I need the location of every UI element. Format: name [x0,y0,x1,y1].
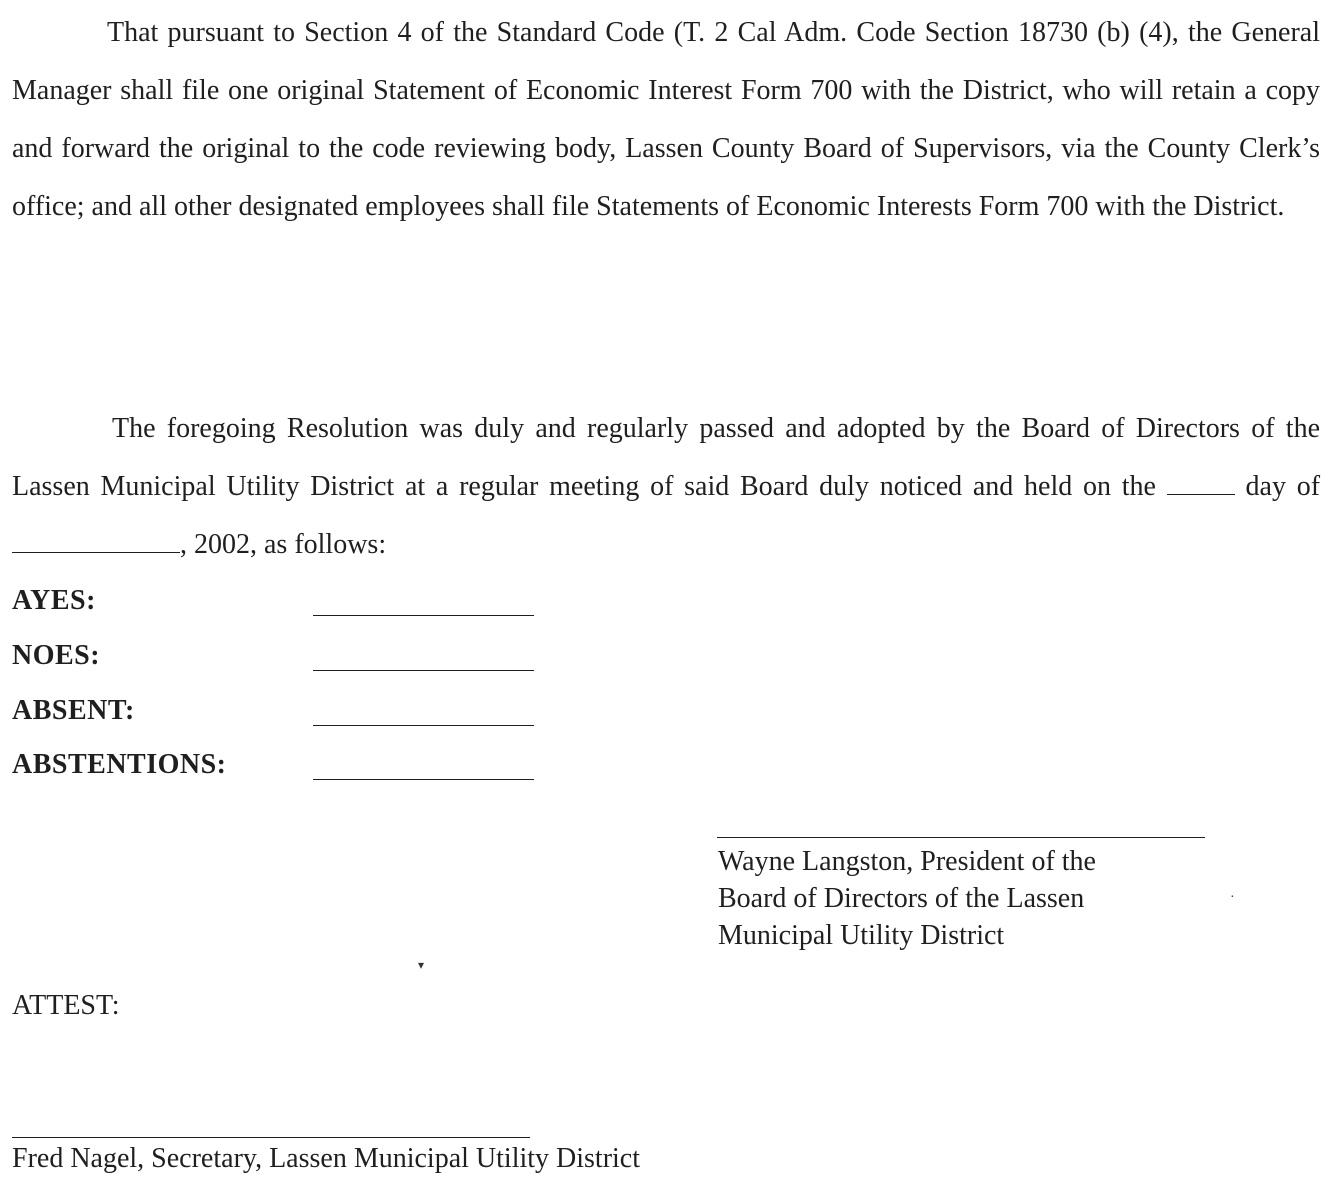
stray-dot-mark: · [1230,890,1235,905]
month-blank [12,528,180,553]
abstentions-label: ABSTENTIONS: [12,749,227,780]
paragraph-filing-requirement [12,4,1320,236]
abstentions-blank [313,779,534,780]
president-name-title: Wayne Langston, President of the [718,846,1096,877]
president-signature-block [718,843,1278,954]
absent-blank [313,725,534,726]
stray-triangle-mark: ▾ [418,958,425,972]
paragraph-resolution-adoption [12,400,1320,574]
ayes-label: AYES: [12,585,96,616]
year-text: , 2002, as follows: [180,529,387,560]
vote-row-ayes [12,585,572,625]
secretary-signature-text: Fred Nagel, Secretary, Lassen Municipal Utility District [12,1143,641,1174]
noes-label: NOES: [12,640,101,671]
president-board: Board of Directors of the Lassen [718,883,1085,914]
vote-row-abstentions [12,749,572,789]
day-blank [1167,470,1235,495]
secretary-signature-line [12,1137,530,1138]
vote-row-absent [12,695,572,735]
attest-label: ATTEST: [12,990,120,1021]
vote-row-noes [12,640,572,680]
ayes-blank [313,615,534,616]
paragraph-filing-text: That pursuant to Section 4 of the Standard Code (T. 2 Cal Adm. Code Section 18730 (b) (4), the General Manager shall file one original Statement of Economic Interest Form 700 with the District, who will retain a copy and forward the original to the code reviewing body, Lassen County Board of Supervisors, via the County Clerk’s office; and all other designated employees shall file Statements of Economic Interests Form 700 with the District. [12,17,1320,222]
noes-blank [313,670,534,671]
day-of-text: day of [1245,471,1321,502]
absent-label: ABSENT: [12,695,135,726]
adoption-text: The foregoing Resolution was duly and regularly passed and adopted by the Board of Directors of the Lassen Municipal Utility District at a regular meeting of said Board duly noticed and held on the [12,413,1320,502]
president-district: Municipal Utility District [718,920,1005,951]
president-signature-line [717,837,1205,838]
